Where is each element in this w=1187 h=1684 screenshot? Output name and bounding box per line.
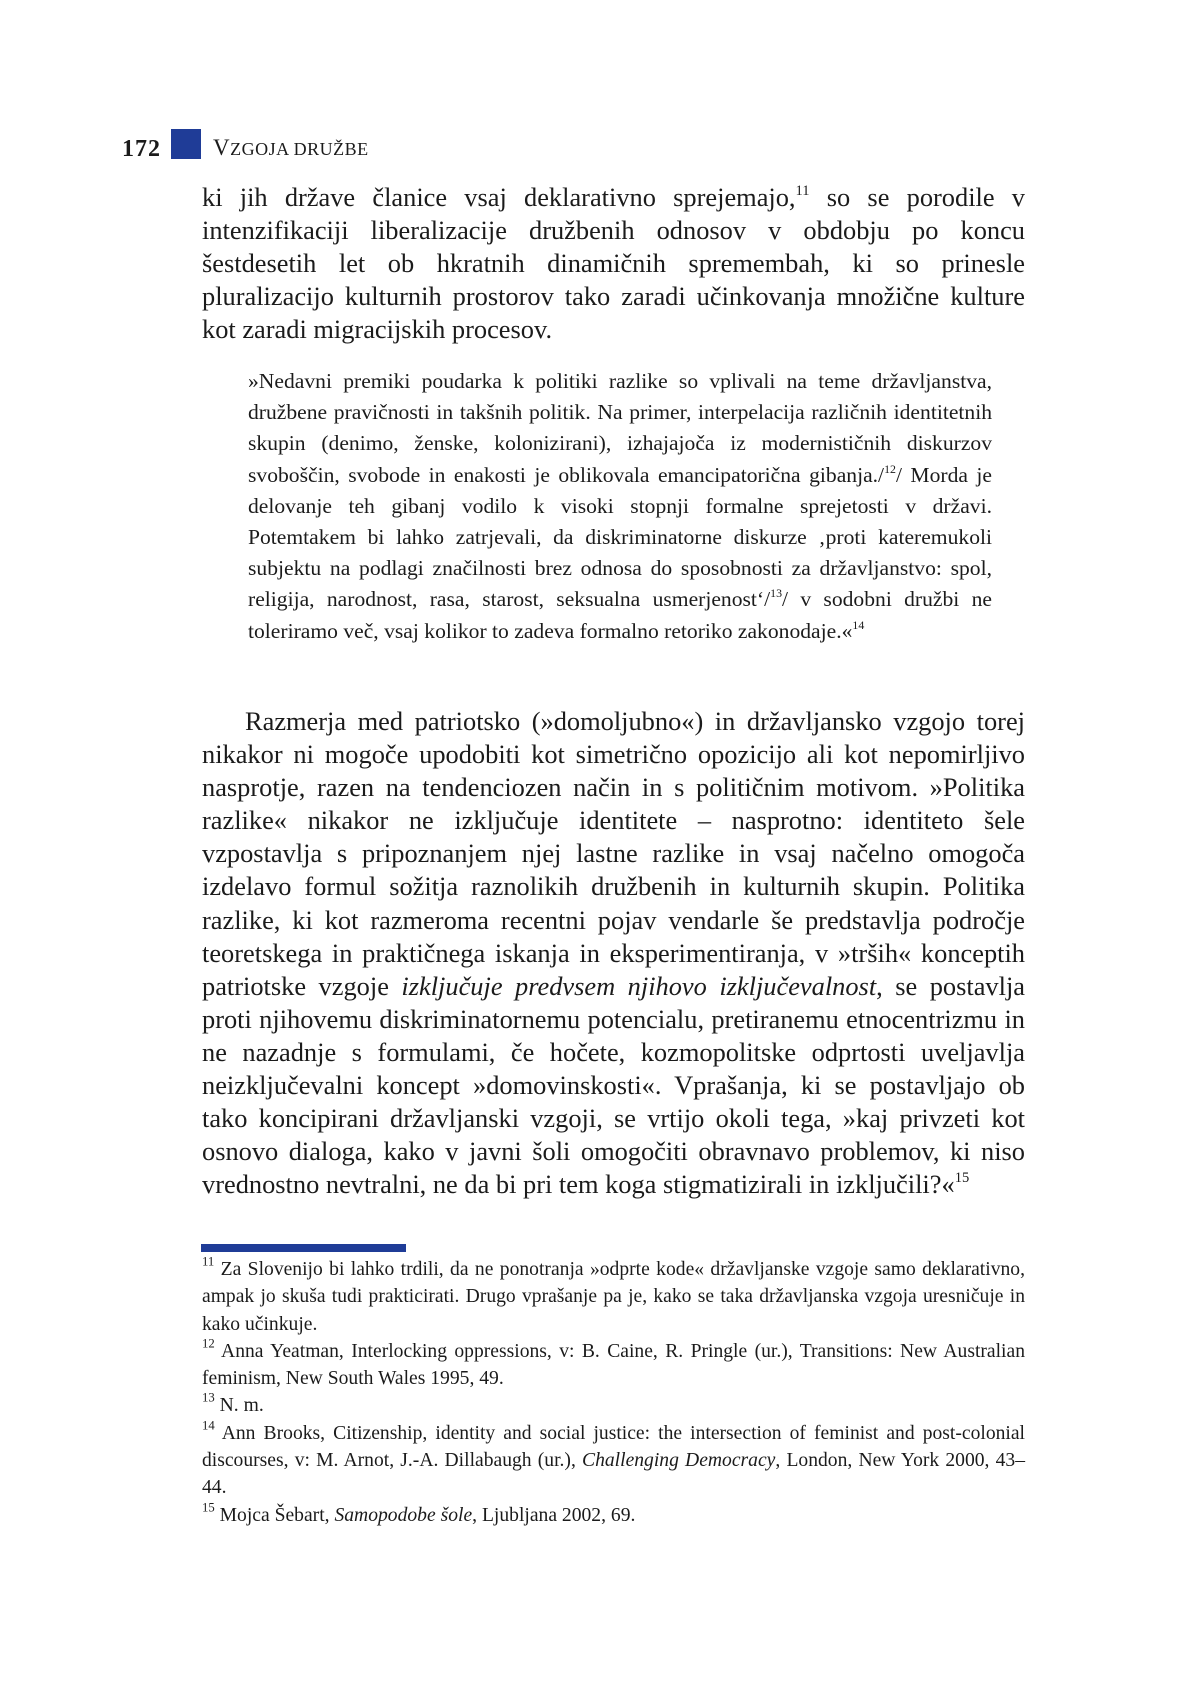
- running-title-initial: V: [213, 135, 231, 160]
- body-paragraph-1: [202, 181, 1025, 346]
- footnote-15: [202, 1502, 1025, 1529]
- paragraph-2-italic: izključuje predvsem njihovo izključevalnost: [401, 970, 877, 1001]
- page-number: 172: [122, 136, 161, 162]
- footnote-ref-15: 15: [954, 1170, 970, 1187]
- paragraph-1-text-after: so se porodile v intenzifikaciji liberalizacije družbenih odnosov v obdobju po koncu šestdesetih let ob hkratnih dinamičnih spremembah, ki so prinesle pluralizacijo kulturnih prostorov tako zaradi učinkovanja množične kulture kot zaradi migracijskih procesov.: [202, 182, 1025, 345]
- footnote-11: [202, 1256, 1025, 1338]
- footnote-separator: [201, 1244, 406, 1252]
- running-title-rest: ZGOJA DRUŽBE: [230, 139, 369, 159]
- footnote-ref-11: 11: [795, 183, 810, 200]
- footnote-text-after: , Ljubljana 2002, 69.: [472, 1504, 636, 1526]
- paragraph-2-text-after: , se postavlja proti njihovemu diskriminatornemu potencialu, pretiranemu etnocentrizmu in ne nazadnje s formulami, če hočete, kozmopolitske odprtosti uveljavlja neizključevalni koncept »domovinskosti«. Vprašanja, ki se postavljajo ob tako koncipirani državljanski vzgoji, se vrtijo okoli tega, »kaj privzeti kot osnovo dialoga, kako v javni šoli omogočiti obravnavo problemov, ki niso vrednostno nevtralni, ne da bi pri tem koga stigmatizirali in izključili?«: [202, 970, 1025, 1200]
- running-header: [122, 121, 369, 161]
- footnote-text: Za Slovenijo bi lahko trdili, da ne ponotranja »odprte kode« državljanske vzgoje samo deklarativno, ampak jo skuša tudi prakticirati. Drugo vprašanje pa je, kako se taka državljanska vzgoja uresničuje in kako učinkuje.: [202, 1259, 1025, 1335]
- footnote-italic-title: Samopodobe šole: [334, 1504, 473, 1526]
- quote-footnote-ref-13: 13: [770, 586, 782, 601]
- footnote-number: 12: [202, 1336, 215, 1351]
- header-square-ornament: [171, 129, 201, 159]
- footnote-13: [202, 1392, 1025, 1419]
- paragraph-1-text: ki jih države članice vsaj deklarativno sprejemajo,: [202, 182, 796, 212]
- footnote-14: [202, 1420, 1025, 1502]
- quote-part-2: / Morda je delovanje teh gibanj vodilo k visoki stopnji formalne sprejetosti v državi. Potemtakem bi lahko zatrjevali, da diskriminatorne diskurze ‚proti kateremukoli subjektu na podlagi značilnosti brez odnosa do sposobnosti za državljanstvo: spol, religija, narodnost, rasa, starost, seksualna usmerjenost‘/: [248, 462, 992, 612]
- footnotes: [202, 1256, 1025, 1529]
- footnote-number: 11: [202, 1254, 215, 1269]
- footnote-number: 14: [202, 1418, 215, 1433]
- footnote-text-after: , London, New York 2000, 43–44.: [202, 1450, 1025, 1499]
- footnote-12: [202, 1338, 1025, 1393]
- footnote-text: Anna Yeatman, Interlocking oppressions, v: B. Caine, R. Pringle (ur.), Transitions: New Australian feminism, New South Wales 1995, 49.: [202, 1340, 1025, 1390]
- paragraph-2-text-before: Razmerja med patriotsko (»domoljubno«) in državljansko vzgojo torej nikakor ni mogoče upodobiti kot simetrično opozicijo ali kot nepomirljivo nasprotje, razen na tendenciozen način in s političnim motivom. »Politika razlike« nikakor ne izključuje identitete – nasprotno: identiteto šele vzpostavlja s pripoznanjem njej lastne razlike in vsaj načelno omogoča izdelavo formul sožitja raznolikih družbenih in kulturnih skupin. Politika razlike, ki kot razmeroma recentni pojav vendarle še predstavlja področje teoretskega in praktičnega iskanja in eksperimentiranja, v »trših« konceptih patriotske vzgoje: [202, 706, 1025, 1001]
- footnote-italic-title: Challenging Democracy: [582, 1450, 776, 1472]
- quote-part-1: »Nedavni premiki poudarka k politiki razlike so vplivali na teme državljanstva, družbene pravičnosti in takšnih politik. Na primer, interpelacija različnih identitetnih skupin (denimo, ženske, kolonizirani), izhajajoča iz modernističnih diskurzov svoboščin, svobode in enakosti je oblikovala emancipatorična gibanja./: [248, 369, 992, 487]
- quote-footnote-ref-14: 14: [852, 617, 865, 632]
- footnote-text-before: Mojca Šebart,: [214, 1504, 335, 1526]
- body-paragraph-2: [202, 705, 1025, 1201]
- quote-footnote-ref-12: 12: [884, 461, 896, 476]
- footnote-number: 15: [202, 1500, 215, 1515]
- block-quote: [248, 366, 992, 647]
- footnote-text: N. m.: [214, 1395, 264, 1417]
- footnote-number: 13: [202, 1390, 215, 1405]
- footnote-text-before: Ann Brooks, Citizenship, identity and social justice: the intersection of feminist and post-colonial discourses, v: M. Arnot, J.-A. Dillabaugh (ur.),: [202, 1422, 1025, 1472]
- quote-part-3: / v sodobni družbi ne toleriramo več, vsaj kolikor to zadeva formalno retoriko zakonodaje.«: [248, 587, 992, 643]
- running-title: [213, 136, 369, 161]
